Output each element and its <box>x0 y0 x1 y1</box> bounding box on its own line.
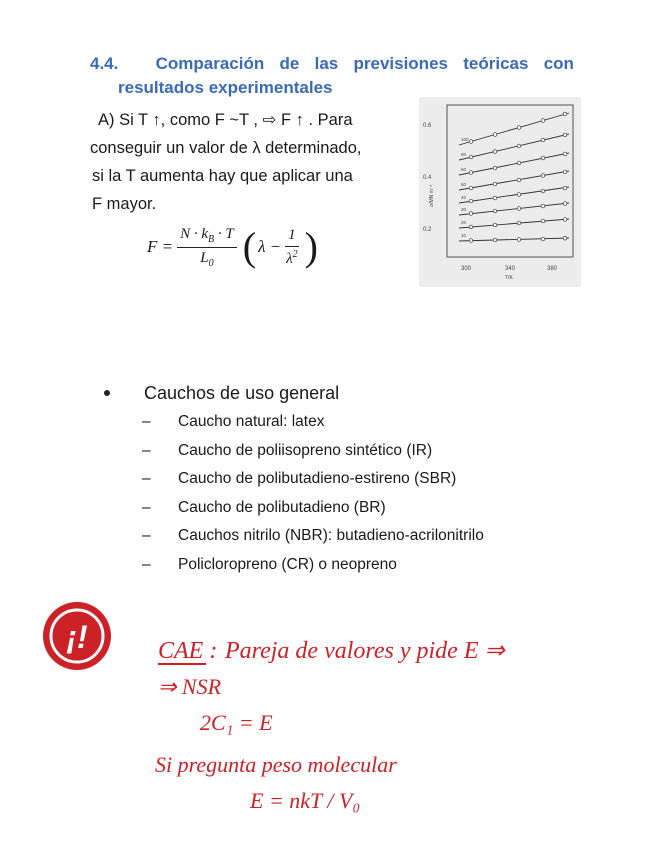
bullet-item <box>100 380 484 406</box>
dash: – <box>142 441 151 459</box>
section-number: 4.4. <box>90 54 119 73</box>
graph-points <box>469 112 567 242</box>
formula-inner-fraction <box>285 227 299 268</box>
line-label: 10 <box>461 233 467 238</box>
line-label: 60 <box>461 167 467 172</box>
notes-svg <box>0 596 656 848</box>
dash: – <box>142 498 151 516</box>
sub-item <box>142 551 484 580</box>
note-line-5: E = nkT / V₀ <box>250 788 361 813</box>
formula-main-fraction <box>177 226 237 269</box>
heading-word: teóricas <box>463 54 529 73</box>
alert-icon <box>43 602 111 670</box>
heading-word: Comparación <box>155 54 265 73</box>
x-tick-label: 300 <box>461 266 472 272</box>
dash: – <box>142 555 151 573</box>
dash: – <box>142 527 151 545</box>
sub-item-text: Caucho de polibutadieno (BR) <box>178 498 386 516</box>
line-label: 40 <box>461 195 467 200</box>
formula-inner-numerator: 1 <box>285 227 299 247</box>
dash: – <box>142 413 151 431</box>
formula-numerator-tail: · T <box>214 225 234 242</box>
y-tick-label: 0.6 <box>423 123 432 129</box>
x-axis-label: T/K <box>505 275 513 281</box>
formula-numerator: N · k <box>180 225 209 242</box>
formula-inner-denominator: λ <box>286 250 293 267</box>
heading-word: las <box>314 54 339 73</box>
note-line-3: 2C₁ = E <box>200 710 273 735</box>
line-label: 30 <box>461 207 467 212</box>
sub-item <box>142 408 484 437</box>
y-axis-label: σ/MN m⁻² <box>429 184 435 207</box>
left-paren: ( <box>242 224 257 269</box>
line-label: 100 <box>461 137 469 142</box>
note-line-4: Si pregunta peso molecular <box>155 752 397 777</box>
force-formula <box>147 222 320 272</box>
sub-item-text: Cauchos nitrilo (NBR): butadieno-acrilonitrilo <box>178 527 484 545</box>
line-label: 20 <box>461 220 467 225</box>
graph-lines <box>459 113 569 241</box>
section-heading <box>90 52 574 100</box>
note-line-1: Pareja de valores y pide E ⇒ <box>225 638 505 664</box>
heading-line-2: resultados experimentales <box>118 78 333 97</box>
sub-item <box>142 437 484 466</box>
line-label: 50 <box>461 182 467 187</box>
sub-item-text: Caucho de polibutadieno-estireno (SBR) <box>178 470 457 488</box>
heading-word: previsiones <box>353 54 448 73</box>
sub-item-text: Caucho natural: latex <box>178 413 325 431</box>
y-tick-label: 0.2 <box>423 227 432 233</box>
formula-inner-exponent: 2 <box>292 248 298 260</box>
formula-denominator: L <box>200 249 209 266</box>
x-tick-label: 380 <box>547 266 558 272</box>
rubber-list <box>100 380 484 579</box>
sub-item <box>142 494 484 523</box>
sub-item <box>142 522 484 551</box>
stress-temperature-graph <box>419 97 581 287</box>
heading-word: con <box>543 54 574 73</box>
explanation-paragraph <box>90 106 362 218</box>
bullet-title: Cauchos de uso general <box>144 382 340 403</box>
sub-item-text: Caucho de poliisopreno sintético (IR) <box>178 441 433 459</box>
formula-lhs: F = <box>147 237 174 256</box>
formula-denominator-sub: 0 <box>208 257 214 269</box>
formula-numerator-sub: B <box>208 233 215 245</box>
alert-icon-text: ¡! <box>66 619 88 655</box>
paragraph-line: conseguir un valor de λ determinado, <box>90 139 362 157</box>
note-cae-label: CAE : <box>158 638 218 664</box>
paragraph-line: F mayor. <box>92 195 157 213</box>
paragraph-line: A) Si T ↑, como F ~T , ⇨ F ↑ . Para <box>98 111 353 129</box>
x-tick-label: 340 <box>505 266 516 272</box>
formula-lambda: λ − <box>258 237 282 256</box>
sub-item <box>142 465 484 494</box>
y-tick-label: 0.4 <box>423 175 432 181</box>
note-line-2: ⇒ NSR <box>158 674 222 699</box>
handwritten-notes <box>0 596 656 848</box>
graph-svg <box>419 97 581 287</box>
dash: – <box>142 470 151 488</box>
bullet-dot <box>104 390 110 396</box>
heading-word: de <box>279 54 300 73</box>
sub-item-text: Policloropreno (CR) o neopreno <box>178 555 397 573</box>
paragraph-line: si la T aumenta hay que aplicar una <box>92 167 353 185</box>
line-label: 80 <box>461 152 467 157</box>
right-paren: ) <box>304 224 318 269</box>
